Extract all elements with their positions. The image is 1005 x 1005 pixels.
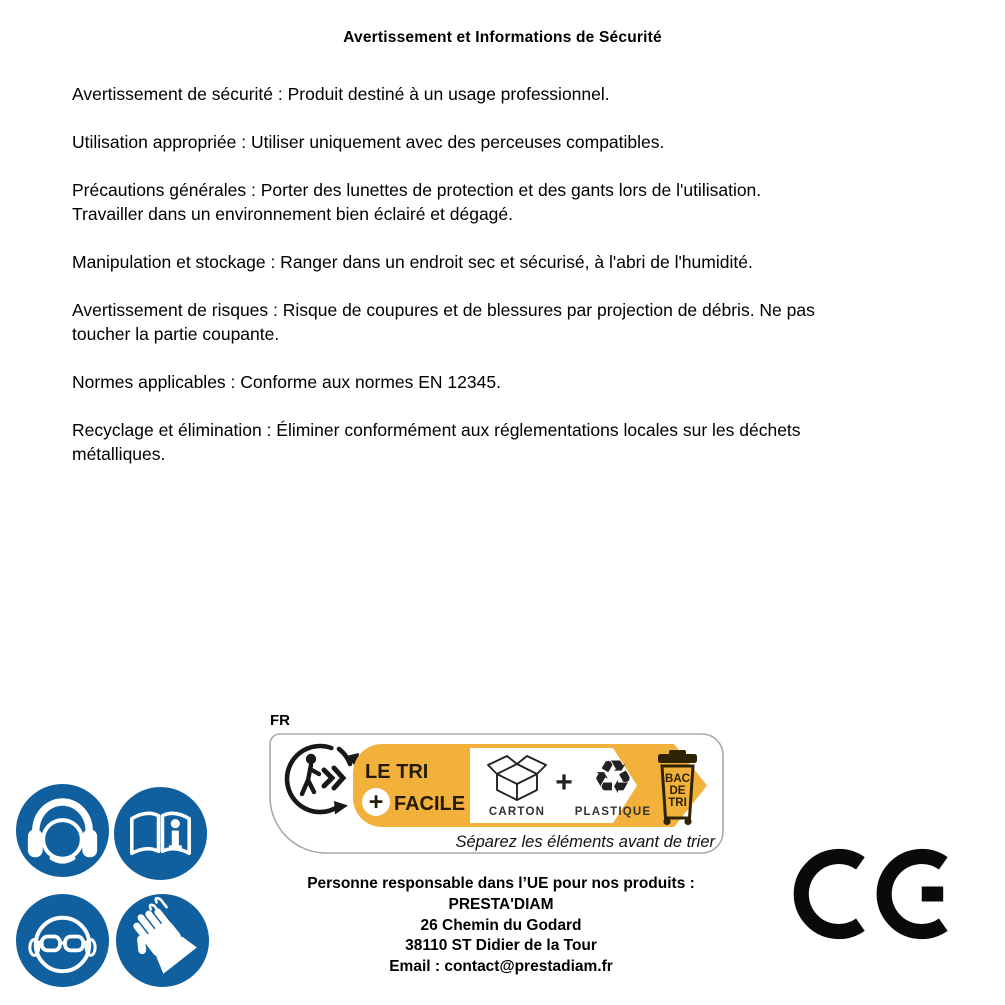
recycling-symbol-icon: ♻ [592, 750, 634, 804]
paragraph-line: Avertissement de sécurité : Produit destiné à un usage professionnel. [72, 84, 610, 104]
ce-marking-icon [793, 843, 951, 945]
paragraph-recycling-disposal [72, 418, 952, 466]
safety-paragraphs [72, 82, 952, 490]
paragraph-appropriate-use [72, 130, 952, 154]
info-tri-label [268, 732, 727, 856]
paragraph-line: Précautions générales : Porter des lunettes de protection et des gants lors de l'utilisation. [72, 180, 762, 200]
materials-join-sign: + [555, 766, 573, 799]
page-title: Avertissement et Informations de Sécurité [343, 29, 662, 46]
bin-text-3: TRI [668, 797, 687, 809]
paragraph-applicable-standards [72, 370, 952, 394]
carton-label: CARTON [488, 806, 546, 818]
paragraph-line: métalliques. [72, 444, 166, 464]
bin-text-1: BAC [665, 773, 690, 785]
paragraph-line: Avertissement de risques : Risque de coupures et de blessures par projection de débris. Ne pas [72, 300, 815, 320]
plastique-label: PLASTIQUE [574, 806, 652, 818]
bin-text-2: DE [669, 785, 686, 797]
paragraph-security-warning [72, 82, 952, 106]
paragraph-handling-storage [72, 250, 952, 274]
paragraph-general-precautions [72, 178, 952, 226]
mandatory-pictograms [14, 782, 212, 990]
company-city: 38110 ST Didier de la Tour [405, 937, 597, 955]
paragraph-line: Utilisation appropriée : Utiliser uniquement avec des perceuses compatibles. [72, 132, 665, 152]
paragraph-risk-warning [72, 298, 952, 346]
responsible-intro: Personne responsable dans l’UE pour nos produits : [307, 875, 695, 892]
company-name: PRESTA'DIAM [448, 895, 554, 913]
paragraph-line: toucher la partie coupante. [72, 324, 280, 344]
tri-plus-sign: + [368, 788, 384, 816]
wear-gloves-icon [115, 893, 210, 988]
company-email: Email : contact@prestadiam.fr [389, 958, 613, 976]
company-street: 26 Chemin du Godard [420, 916, 582, 934]
responsible-person-block [255, 874, 747, 978]
country-code-label: FR [270, 712, 290, 729]
tri-headline-1: LE TRI [365, 761, 429, 783]
tri-headline-2: FACILE [394, 793, 466, 815]
read-manual-icon [113, 786, 208, 881]
paragraph-line: Manipulation et stockage : Ranger dans un endroit sec et sécurisé, à l'abri de l'humidité. [72, 252, 753, 272]
sorting-caption: Séparez les éléments avant de trier [455, 833, 715, 851]
paragraph-line: Travailler dans un environnement bien éclairé et dégagé. [72, 204, 514, 224]
wear-eye-protection-icon [15, 893, 110, 988]
wear-ear-protection-icon [15, 783, 110, 878]
paragraph-line: Normes applicables : Conforme aux normes EN 12345. [72, 372, 501, 392]
paragraph-line: Recyclage et élimination : Éliminer conformément aux réglementations locales sur les déchets [72, 420, 801, 440]
